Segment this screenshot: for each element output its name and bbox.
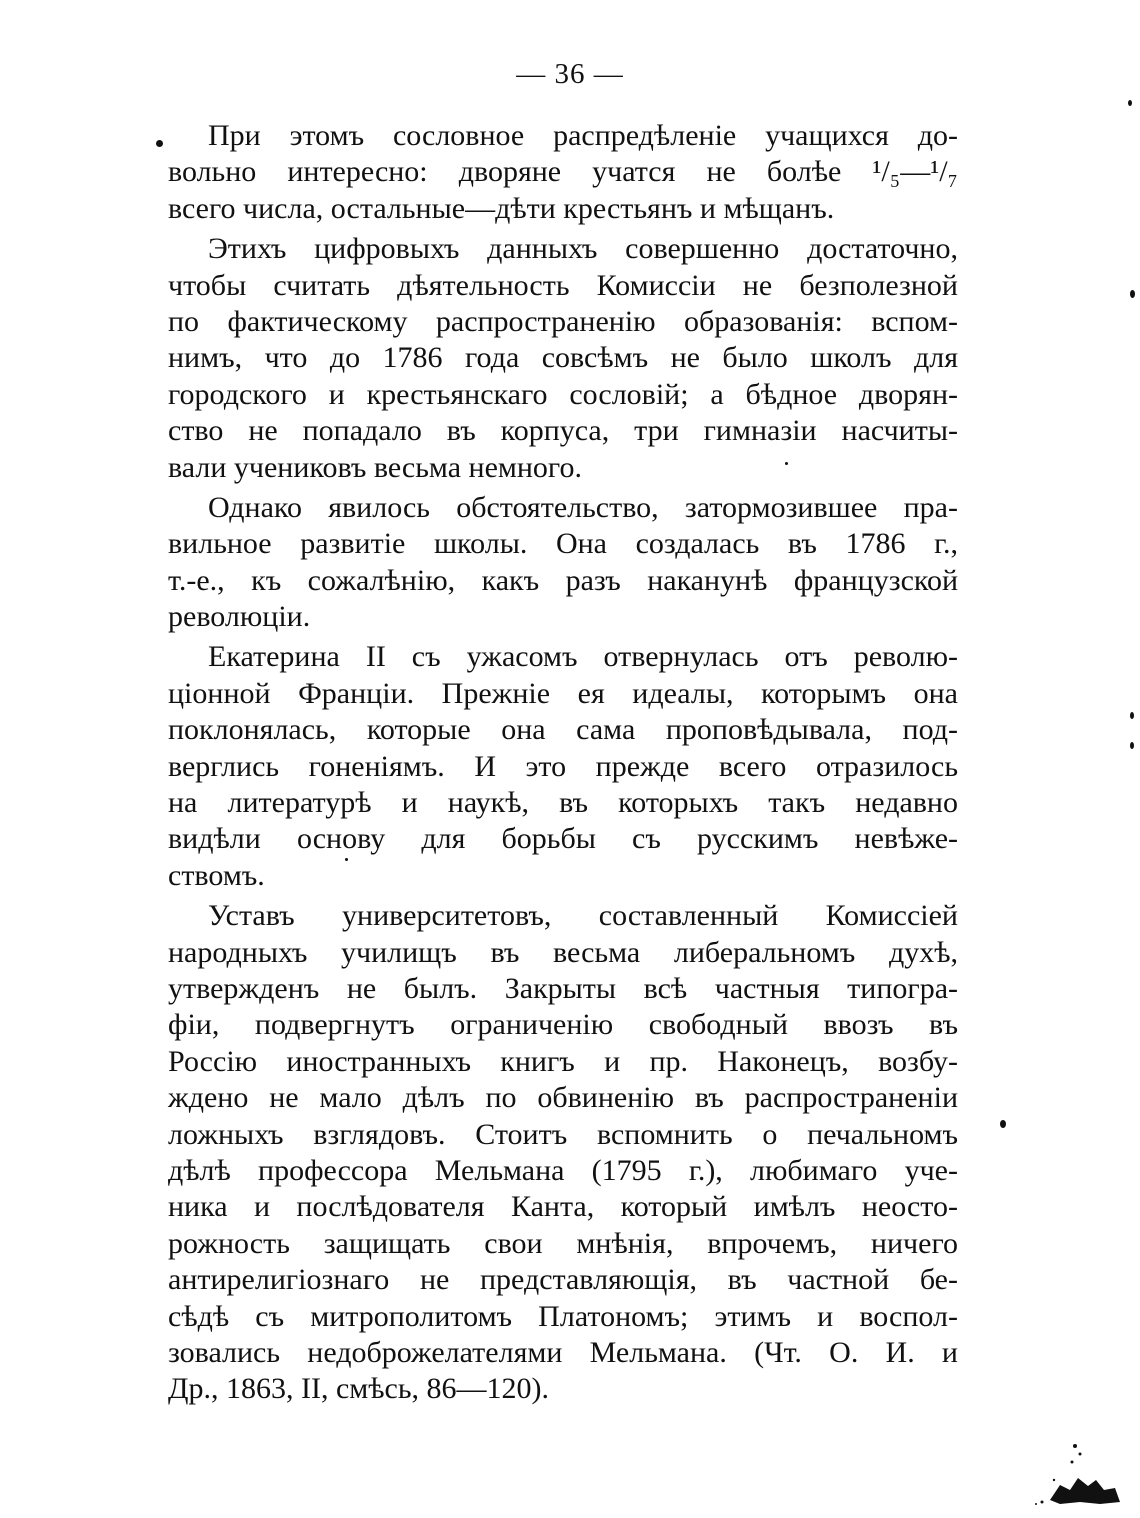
- text-line: вали учениковъ весьма немного.: [168, 450, 582, 484]
- text-line: При этомъ сословное распредѣленіе учащихся до-: [208, 119, 958, 152]
- text-line: верглись гоненіямъ. И это прежде всего отразилось: [168, 749, 958, 783]
- scan-smudge: [1030, 1440, 1125, 1510]
- text-line: народныхъ училищъ въ весьма либеральномъ духѣ,: [168, 935, 958, 969]
- text-line: ство не попадало въ корпуса, три гимназіи насчиты-: [168, 414, 958, 448]
- text-line: всего числа, остальные—дѣти крестьянъ и мѣщанъ.: [168, 191, 835, 225]
- text-line: нимъ, что до 1786 года совсѣмъ не было школъ для: [168, 341, 958, 375]
- scan-speck: [1128, 100, 1132, 106]
- text-line: по фактическому распространенію образованія: вспом-: [168, 304, 958, 338]
- text-line: Др., 1863, II, смѣсь, 86—120).: [168, 1372, 550, 1406]
- scan-speck: [1130, 712, 1134, 719]
- text-line: т.-е., къ сожалѣнію, какъ разъ наканунѣ французской: [168, 563, 958, 597]
- text-line: поклонялась, которые она сама проповѣдывала, под-: [168, 713, 958, 747]
- text-line: Уставъ университетовъ, составленный Комиссіей: [208, 899, 958, 933]
- text-line: городского и крестьянскаго сословій; а бѣдное дворян-: [168, 377, 958, 411]
- scan-speck: [1130, 290, 1135, 298]
- paragraph-5: [168, 898, 958, 1407]
- scan-speck: [785, 462, 788, 465]
- text-line: дѣлѣ профессора Мельмана (1795 г.), любимаго уче-: [168, 1153, 958, 1187]
- scan-speck: [1130, 742, 1134, 749]
- text-line: утвержденъ не былъ. Закрыты всѣ частныя типогра-: [168, 971, 958, 1005]
- body-text: [168, 118, 958, 1412]
- text-line: сѣдѣ съ митрополитомъ Платономъ; этимъ и воспол-: [168, 1299, 958, 1333]
- text-line: Россію иностранныхъ книгъ и пр. Наконецъ, возбу-: [168, 1044, 958, 1078]
- scan-speck: [1000, 1120, 1006, 1128]
- page-number: — 36 —: [516, 58, 624, 90]
- text-line: ствомъ.: [168, 858, 265, 892]
- text-line: рожность защищать свои мнѣнія, впрочемъ, ничего: [168, 1226, 958, 1260]
- scan-speck: [345, 858, 348, 861]
- paragraph-1: [168, 118, 958, 227]
- text-line: чтобы считать дѣятельность Комиссіи не безполезной: [168, 268, 958, 302]
- text-line: ждено не мало дѣлъ по обвиненію въ распространеніи: [168, 1081, 958, 1115]
- text-line: вольно интересно: дворяне учатся не болѣе ¹/₅—¹/₇: [168, 155, 958, 189]
- text-line: ложныхъ взглядовъ. Стоитъ вспомнить о печальномъ: [168, 1117, 958, 1151]
- text-line: революціи.: [168, 600, 311, 634]
- paragraph-4: [168, 639, 958, 894]
- text-line: фіи, подвергнутъ ограниченію свободный ввозъ въ: [168, 1008, 958, 1042]
- text-line: вильное развитіе школы. Она создалась въ 1786 г.,: [168, 527, 958, 561]
- text-line: ника и послѣдователя Канта, который имѣлъ неосто-: [168, 1190, 958, 1224]
- text-line: видѣли основу для борьбы съ русскимъ невѣже-: [168, 822, 958, 856]
- text-line: ціонной Франціи. Прежніе ея идеалы, которымъ она: [168, 676, 958, 710]
- text-line: антирелигіознаго не представляющія, въ частной бе-: [168, 1263, 958, 1297]
- text-line: Однако явилось обстоятельство, затормозившее пра-: [208, 490, 958, 524]
- paragraph-2: [168, 231, 958, 486]
- text-line: зовались недоброжелателями Мельмана. (Чт. О. И. и: [168, 1335, 958, 1369]
- text-line: на литературѣ и наукѣ, въ которыхъ такъ недавно: [168, 786, 958, 820]
- paragraph-3: [168, 490, 958, 636]
- margin-dot: [156, 140, 163, 147]
- text-line: Екатерина II съ ужасомъ отвернулась отъ револю-: [208, 640, 958, 674]
- text-line: Этихъ цифровыхъ данныхъ совершенно достаточно,: [208, 232, 958, 266]
